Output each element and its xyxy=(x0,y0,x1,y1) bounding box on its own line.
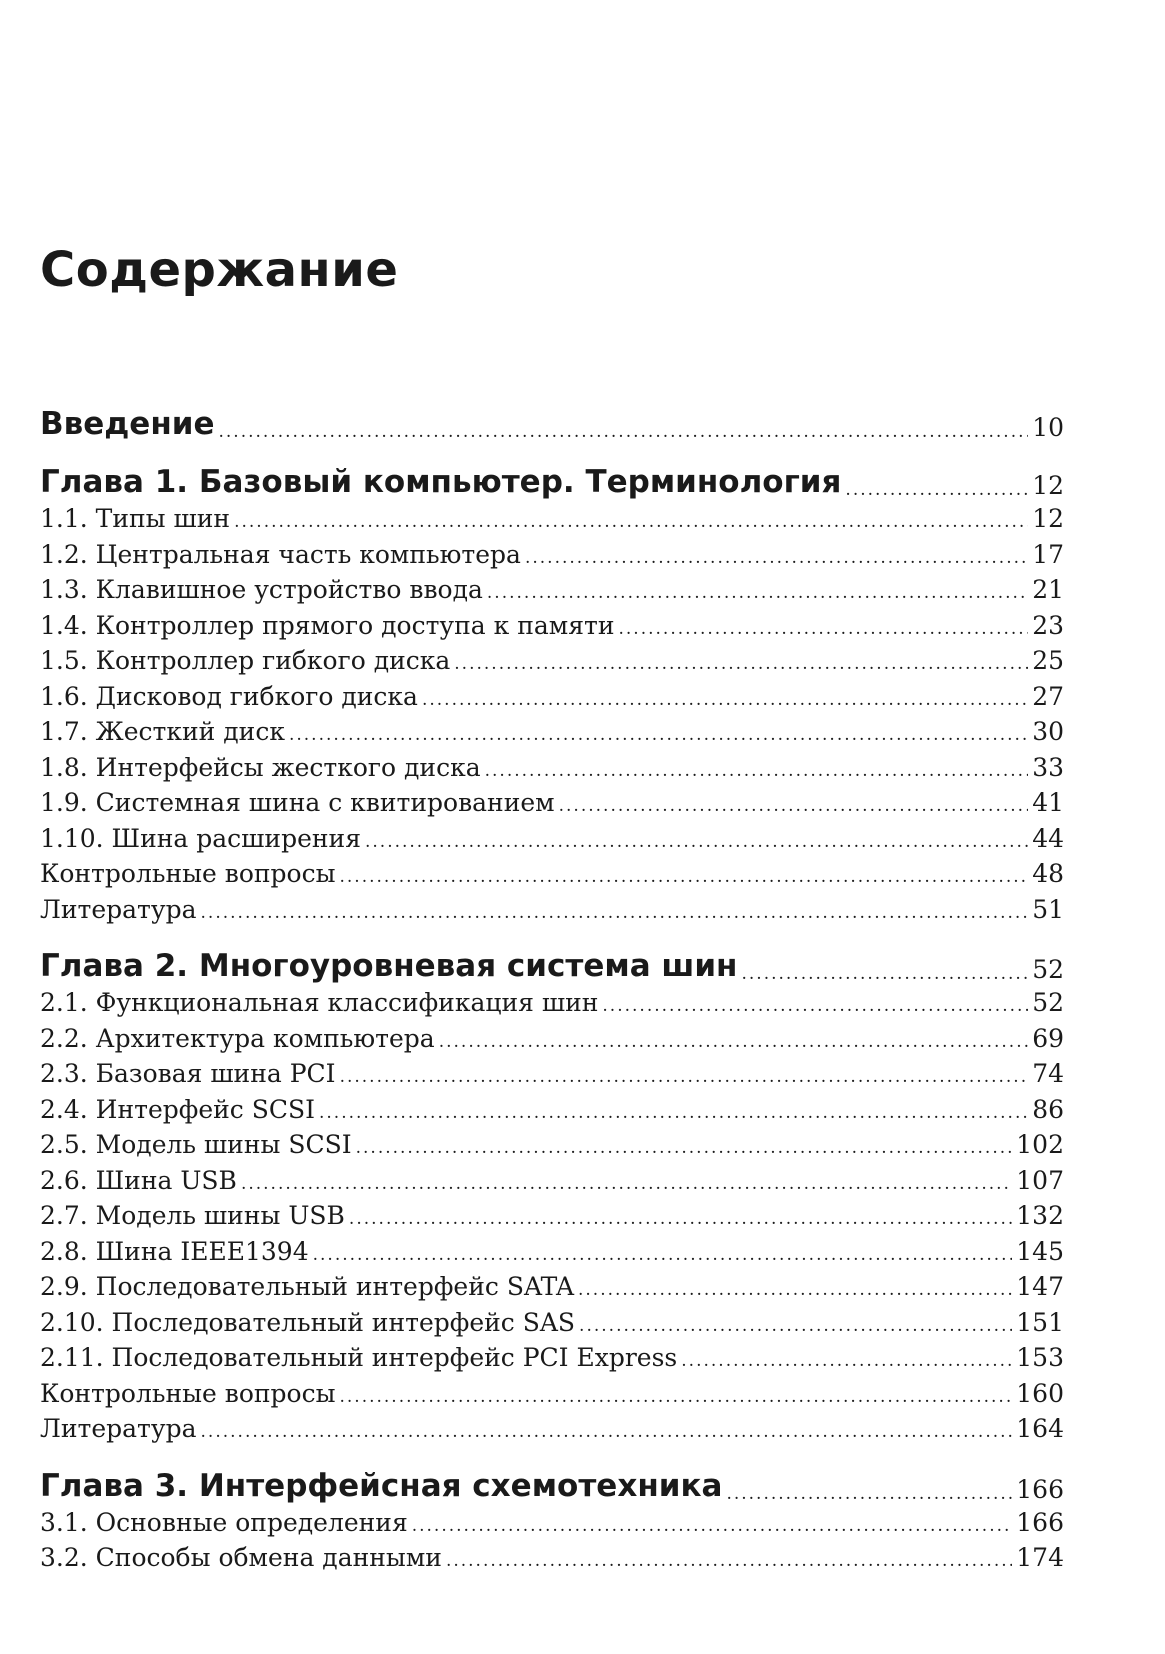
toc-section[interactable] xyxy=(40,988,1064,1024)
toc-page-number: 17 xyxy=(1032,539,1064,569)
toc-section[interactable] xyxy=(40,1308,1064,1344)
toc-section[interactable] xyxy=(40,859,1064,895)
dot-leader xyxy=(454,654,1028,674)
toc-label: 1.3. Клавишное устройство ввода xyxy=(40,575,483,604)
dot-leader xyxy=(412,1516,1013,1536)
toc-label: 2.3. Базовая шина PCI xyxy=(40,1059,336,1088)
dot-leader xyxy=(446,1551,1012,1571)
toc-page-number: 102 xyxy=(1016,1130,1064,1159)
dot-leader xyxy=(289,725,1028,745)
toc-section[interactable] xyxy=(40,824,1064,860)
toc-chapter[interactable] xyxy=(40,1462,1064,1508)
toc-page-number: 164 xyxy=(1016,1414,1064,1443)
dot-leader xyxy=(741,964,1028,984)
toc-page-number: 86 xyxy=(1032,1094,1064,1124)
toc-page-number: 153 xyxy=(1016,1343,1064,1372)
toc-page-number: 52 xyxy=(1032,988,1064,1017)
toc-section[interactable] xyxy=(40,1237,1064,1273)
toc-label: Глава 1. Базовый компьютер. Терминология xyxy=(40,464,842,500)
dot-leader xyxy=(241,1174,1012,1194)
dot-leader xyxy=(726,1484,1012,1504)
toc-section[interactable] xyxy=(40,1508,1064,1544)
dot-leader xyxy=(201,1422,1013,1442)
toc-page-number: 30 xyxy=(1032,717,1064,746)
dot-leader xyxy=(578,1280,1012,1300)
toc-label: 2.10. Последовательный интерфейс SAS xyxy=(40,1307,576,1337)
dot-leader xyxy=(485,761,1029,781)
toc-section[interactable] xyxy=(40,1272,1064,1308)
dot-leader xyxy=(201,903,1029,923)
dot-leader xyxy=(525,548,1028,568)
toc-section[interactable] xyxy=(40,1379,1064,1415)
toc-label: 2.4. Интерфейс SCSI xyxy=(40,1094,315,1124)
toc-page-number: 48 xyxy=(1032,859,1064,888)
toc-section[interactable] xyxy=(40,717,1064,753)
dot-leader xyxy=(559,796,1029,816)
toc-label: 3.1. Основные определения xyxy=(40,1507,408,1537)
toc-section[interactable] xyxy=(40,504,1064,540)
toc-label: 1.9. Системная шина с квитированием xyxy=(40,788,555,817)
dot-leader xyxy=(422,690,1028,710)
toc-page-number: 160 xyxy=(1016,1378,1064,1408)
toc-section[interactable] xyxy=(40,1201,1064,1237)
toc-page-number: 12 xyxy=(1032,471,1064,500)
toc-label: 2.8. Шина IEEE1394 xyxy=(40,1236,309,1266)
table-of-contents xyxy=(40,400,1064,1579)
dot-leader xyxy=(487,583,1028,603)
toc-section[interactable] xyxy=(40,1343,1064,1379)
dot-leader xyxy=(339,867,1028,887)
toc-label: 2.7. Модель шины USB xyxy=(40,1201,345,1230)
toc-section[interactable] xyxy=(40,682,1064,718)
toc-section[interactable] xyxy=(40,540,1064,576)
toc-label: Литература xyxy=(40,894,197,924)
dot-leader xyxy=(349,1209,1012,1229)
toc-label: 1.5. Контроллер гибкого диска xyxy=(40,646,451,675)
toc-label: Контрольные вопросы xyxy=(40,859,336,888)
dot-leader xyxy=(579,1316,1012,1336)
toc-label: 3.2. Способы обмена данными xyxy=(40,1543,442,1572)
toc-label: Контрольные вопросы xyxy=(40,1378,336,1408)
toc-section[interactable] xyxy=(40,1024,1064,1060)
toc-page-number: 41 xyxy=(1032,788,1064,817)
toc-section[interactable] xyxy=(40,646,1064,682)
toc-chapter[interactable] xyxy=(40,942,1064,988)
toc-page-number: 166 xyxy=(1016,1507,1064,1537)
dot-leader xyxy=(339,1387,1012,1407)
toc-page-number: 74 xyxy=(1032,1059,1064,1088)
dot-leader xyxy=(234,512,1028,532)
toc-page-number: 147 xyxy=(1016,1272,1064,1301)
toc-label: 1.1. Типы шин xyxy=(40,504,231,533)
toc-page-number: 12 xyxy=(1032,504,1064,533)
dot-leader xyxy=(313,1245,1013,1265)
toc-page-number: 145 xyxy=(1016,1236,1064,1266)
toc-page-number: 69 xyxy=(1032,1023,1064,1053)
toc-page-number: 174 xyxy=(1016,1543,1064,1572)
dot-leader xyxy=(602,996,1028,1016)
toc-chapter[interactable] xyxy=(40,400,1064,446)
dot-leader xyxy=(319,1103,1028,1123)
dot-leader xyxy=(219,422,1029,442)
toc-label: 2.9. Последовательный интерфейс SATA xyxy=(40,1272,574,1301)
toc-label: Введение xyxy=(40,406,215,442)
toc-label: 1.2. Центральная часть компьютера xyxy=(40,539,521,569)
toc-label: 2.6. Шина USB xyxy=(40,1165,237,1195)
dot-leader xyxy=(340,1067,1029,1087)
toc-section[interactable] xyxy=(40,575,1064,611)
toc-chapter[interactable] xyxy=(40,458,1064,504)
toc-section[interactable] xyxy=(40,1059,1064,1095)
dot-leader xyxy=(365,832,1028,852)
toc-label: 2.11. Последовательный интерфейс PCI Express xyxy=(40,1343,678,1372)
toc-label: 2.2. Архитектура компьютера xyxy=(40,1023,435,1053)
toc-page-number: 151 xyxy=(1016,1307,1064,1337)
toc-section[interactable] xyxy=(40,1166,1064,1202)
toc-section[interactable] xyxy=(40,753,1064,789)
toc-section[interactable] xyxy=(40,1543,1064,1579)
toc-label: 1.8. Интерфейсы жесткого диска xyxy=(40,752,481,782)
toc-page-number: 132 xyxy=(1016,1201,1064,1230)
toc-label: Глава 3. Интерфейсная схемотехника xyxy=(40,1467,723,1504)
dot-leader xyxy=(356,1138,1013,1158)
dot-leader xyxy=(619,619,1029,639)
toc-label: 2.1. Функциональная классификация шин xyxy=(40,988,599,1017)
toc-page-number: 10 xyxy=(1032,413,1064,442)
toc-section[interactable] xyxy=(40,1414,1064,1450)
toc-section[interactable] xyxy=(40,1095,1064,1131)
toc-label: 1.4. Контроллер прямого доступа к памяти xyxy=(40,610,615,640)
toc-section[interactable] xyxy=(40,788,1064,824)
toc-page-number: 52 xyxy=(1032,955,1064,984)
toc-page-number: 44 xyxy=(1032,823,1064,853)
toc-label: 1.6. Дисковод гибкого диска xyxy=(40,681,418,711)
toc-section[interactable] xyxy=(40,895,1064,931)
dot-leader xyxy=(439,1032,1028,1052)
toc-page-number: 27 xyxy=(1032,681,1064,711)
toc-page-number: 33 xyxy=(1032,752,1064,782)
toc-label: 2.5. Модель шины SCSI xyxy=(40,1130,352,1159)
toc-section[interactable] xyxy=(40,611,1064,647)
toc-page-number: 21 xyxy=(1032,575,1064,604)
toc-page-number: 23 xyxy=(1032,610,1064,640)
page-title: Содержание xyxy=(40,242,399,298)
toc-page-number: 166 xyxy=(1016,1474,1064,1504)
toc-label: Глава 2. Многоуровневая система шин xyxy=(40,948,738,984)
toc-page-number: 25 xyxy=(1032,646,1064,675)
toc-label: Литература xyxy=(40,1414,197,1443)
dot-leader xyxy=(845,480,1028,500)
dot-leader xyxy=(681,1351,1012,1371)
toc-label: 1.7. Жесткий диск xyxy=(40,717,285,746)
toc-section[interactable] xyxy=(40,1130,1064,1166)
toc-label: 1.10. Шина расширения xyxy=(40,823,361,853)
toc-page-number: 107 xyxy=(1016,1165,1064,1195)
toc-page-number: 51 xyxy=(1032,894,1064,924)
